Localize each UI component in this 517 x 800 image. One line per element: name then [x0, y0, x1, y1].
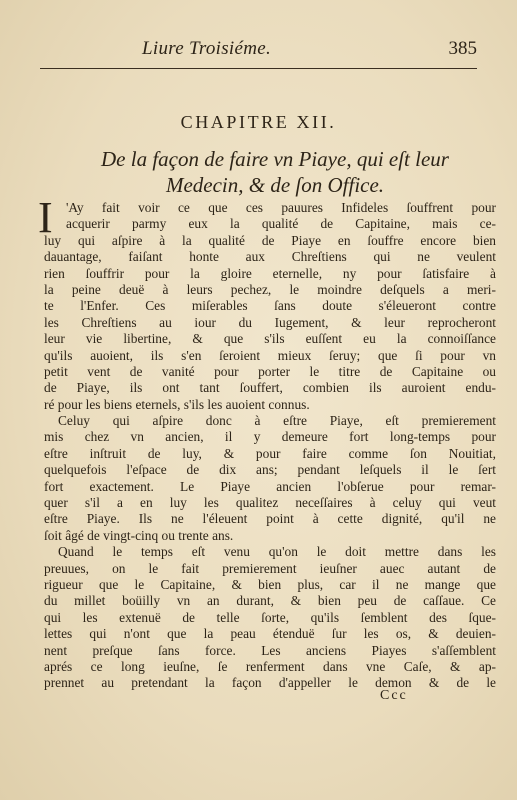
text-line: 'Ay fait voir ce que ces pauures Infideles ſouffrent pour	[66, 200, 496, 215]
text-line: qui les extenuë de telle ſorte, qu'ils ſemblent des ſque-	[44, 609, 496, 625]
signature-mark: Ccc	[380, 688, 408, 703]
section-title-line-1: De la façon de faire vn Piaye, qui eſt leur	[101, 147, 449, 171]
text-line: dauantage, faiſant honte aux Chreſtiens qui ne veulent	[44, 249, 496, 265]
text-line: luy qui aſpire à la qualité de Piaye en ſouffre encore bien	[44, 232, 496, 248]
text-line: les Chreſtiens au iour du Iugement, & leur reprocheront	[44, 314, 496, 330]
text-line: fort exactement. Le Piaye ancien l'obſerue pour remar-	[44, 478, 496, 494]
text-line: mis chez vn ancien, il y demeure fort long-temps pour	[44, 429, 496, 445]
text-line: la peine deuë à leurs pechez, le moindre deſquels a meri-	[44, 281, 496, 297]
text-line: Celuy qui aſpire donc à eſtre Piaye, eſt premierement	[58, 413, 496, 429]
text-line: rigueur que le Capitaine, & bien plus, car il ne mange que	[44, 576, 496, 592]
text-line: du millet boüilly vn an durant, & bien peu de caſſaue. Ce	[44, 593, 496, 609]
text-line: Quand le temps eſt venu qu'on le doit mettre dans les	[58, 544, 496, 560]
running-title: Liure Troisiéme.	[142, 38, 272, 59]
section-title	[60, 146, 490, 198]
text-line: nent preſque ſans force. Les anciens Piayes s'aſſemblent	[44, 642, 496, 658]
text-line: te l'Enfer. Ces miſerables ſans doute s'éleueront contre	[44, 298, 496, 314]
text-line: acquerir parmy eux la qualité de Capitaine, mais ce-	[66, 216, 496, 232]
text-line: eſtre inſtruit de luy, & pour faire comme ſon Nouitiat,	[44, 445, 496, 461]
section-title-line-2: Medecin, & de ſon Office.	[165, 173, 385, 197]
text-line: quelquefois l'eſpace de dix ans; pendant leſquels il le ſert	[44, 462, 496, 478]
text-line: rien ſouffrir pour la gloire eternelle, ny pour ſatisfaire à	[44, 265, 496, 281]
text-line: leur vie libertine, & que s'ils euſſent eu la connoiſſance	[44, 331, 496, 347]
drop-cap: I	[38, 193, 53, 242]
body-text	[38, 193, 496, 692]
text-line: aprés ce long ieuſne, ſe renferment dans vne Caſe, & ap-	[44, 658, 496, 674]
text-line: quer s'il a en luy les qualitez neceſſaires à celuy qui veut	[44, 495, 496, 511]
page-number: 385	[448, 38, 477, 59]
chapter-title: CHAPITRE XII.	[180, 112, 337, 132]
text-line: petit vent de vanité pour porter le titre de Capitaine ou	[44, 363, 496, 379]
text-line: qu'ils auoient, ils s'en ſeroient mieux ſeruy; que ſi pour vn	[44, 347, 496, 363]
text-line: de Piaye, ils ont tant ſouffert, combien ils auroient endu-	[44, 380, 496, 396]
text-line: ſoit âgé de vingt-cinq ou trente ans.	[44, 527, 234, 543]
text-line: ré pour les biens eternels, s'ils les auoient connus.	[44, 396, 310, 412]
text-line: prennet au pretendant la façon d'appeller le demon & de le	[44, 675, 496, 691]
text-line: eſtre Piaye. Ils ne l'éleuent point à cette dignité, qu'il ne	[44, 511, 496, 527]
text-line: lettes qui n'ont que la peau étenduë ſur les os, & deuien-	[44, 626, 496, 642]
text-line: preuues, on le fait premierement ieuſner auec autant de	[44, 560, 496, 576]
running-header	[142, 38, 477, 62]
header-rule	[40, 68, 477, 69]
